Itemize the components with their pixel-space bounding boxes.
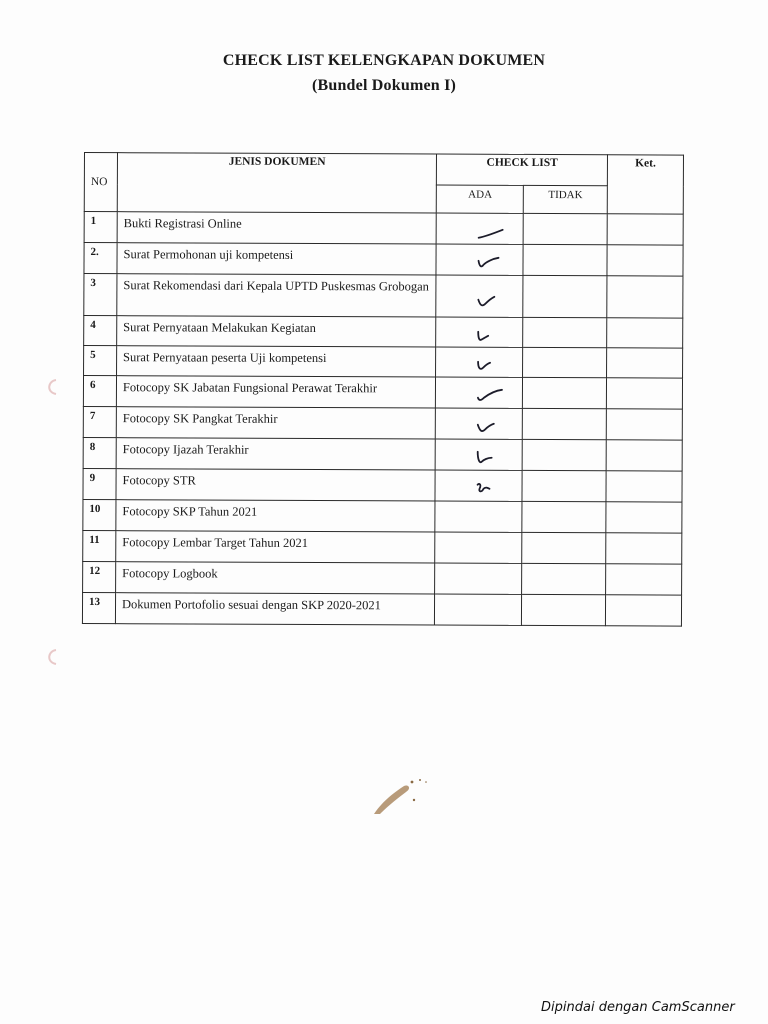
ket-cell — [606, 533, 682, 564]
table-row — [83, 499, 682, 533]
document-name: Fotocopy Ijazah Terakhir — [116, 438, 436, 470]
ket-cell — [606, 564, 682, 595]
row-number: 12 — [83, 561, 116, 592]
table-row — [84, 346, 683, 379]
punch-hole-mark — [44, 648, 58, 666]
row-number: 3 — [84, 274, 117, 316]
tidak-cell — [523, 244, 607, 275]
document-name: Bukti Registrasi Online — [117, 212, 437, 244]
ket-cell — [606, 502, 682, 533]
document-name: Dokumen Portofolio sesuai dengan SKP 2020-2021 — [115, 593, 435, 625]
ada-cell — [435, 532, 522, 563]
handwritten-check-icon — [471, 284, 531, 318]
ket-cell — [606, 471, 682, 502]
ada-cell — [436, 275, 523, 317]
table-row — [84, 274, 683, 319]
table-row — [83, 376, 682, 410]
row-number: 8 — [83, 437, 116, 468]
tidak-cell — [523, 275, 607, 317]
ket-cell — [606, 378, 682, 409]
tidak-cell — [522, 408, 606, 439]
coffee-stain — [368, 776, 428, 820]
row-number: 1 — [84, 212, 117, 243]
ada-cell — [436, 244, 523, 275]
table-row — [84, 212, 683, 246]
row-number: 10 — [83, 499, 116, 530]
table-row — [83, 468, 682, 502]
row-number: 2. — [84, 243, 117, 274]
tidak-cell — [522, 470, 606, 501]
checklist-table — [82, 152, 684, 627]
ada-cell — [436, 347, 523, 377]
ada-cell — [436, 408, 523, 439]
ada-cell — [435, 594, 522, 625]
ket-cell — [607, 214, 683, 245]
document-name: Surat Pernyataan Melakukan Kegiatan — [117, 316, 437, 347]
scanner-watermark: Dipindai dengan CamScanner — [541, 1000, 735, 1015]
ket-cell — [606, 409, 682, 440]
document-name: Fotocopy SKP Tahun 2021 — [116, 500, 436, 532]
header-ket: Ket. — [607, 155, 683, 214]
row-number: 9 — [83, 468, 116, 499]
ket-cell — [607, 318, 683, 348]
ada-cell — [435, 501, 522, 532]
tidak-cell — [523, 317, 607, 347]
ada-cell — [435, 439, 522, 470]
ada-cell — [436, 213, 523, 244]
table-row — [83, 561, 682, 595]
row-number: 5 — [84, 346, 117, 376]
tidak-cell — [522, 439, 606, 470]
row-number: 7 — [83, 406, 116, 437]
tidak-cell — [523, 213, 607, 244]
row-number: 13 — [82, 592, 115, 623]
table-row — [84, 243, 683, 277]
ket-cell — [607, 276, 683, 318]
tidak-cell — [522, 563, 606, 594]
header-jenis-dokumen: JENIS DOKUMEN — [117, 153, 437, 213]
table-row — [83, 406, 682, 440]
header-no: NO — [84, 153, 117, 212]
row-number: 11 — [83, 530, 116, 561]
table-row — [82, 592, 681, 626]
ket-cell — [606, 440, 682, 471]
ket-cell — [607, 245, 683, 276]
punch-hole-mark — [44, 378, 58, 396]
document-subtitle: (Bundel Dokumen I) — [311, 77, 457, 94]
tidak-cell — [523, 377, 607, 408]
checklist-body — [82, 212, 683, 627]
ket-cell — [606, 595, 682, 626]
header-ada: ADA — [437, 185, 524, 213]
ket-cell — [607, 348, 683, 378]
document-name: Fotocopy STR — [116, 469, 436, 501]
row-number: 4 — [84, 316, 117, 346]
document-name: Surat Rekomendasi dari Kepala UPTD Puskesmas Grobogan — [117, 274, 437, 317]
row-number: 6 — [83, 376, 116, 407]
table-row — [83, 437, 682, 471]
table-row — [84, 316, 683, 349]
ada-cell — [436, 317, 523, 347]
tidak-cell — [522, 501, 606, 532]
document-name: Fotocopy SK Jabatan Fungsional Perawat Terakhir — [116, 376, 436, 408]
table-row — [83, 530, 682, 564]
document-name: Fotocopy Logbook — [116, 562, 436, 594]
ada-cell — [436, 377, 523, 408]
document-name: Fotocopy SK Pangkat Terakhir — [116, 407, 436, 439]
ada-cell — [435, 470, 522, 501]
tidak-cell — [523, 347, 607, 377]
tidak-cell — [522, 532, 606, 563]
document-name: Fotocopy Lembar Target Tahun 2021 — [116, 531, 436, 563]
header-check-list: CHECK LIST — [437, 154, 608, 186]
header-tidak: TIDAK — [523, 185, 607, 213]
ada-cell — [435, 563, 522, 594]
tidak-cell — [522, 594, 606, 625]
document-name: Surat Permohonan uji kompetensi — [117, 243, 437, 275]
document-title: CHECK LIST KELENGKAPAN DOKUMEN — [222, 52, 546, 69]
document-name: Surat Pernyataan peserta Uji kompetensi — [116, 346, 436, 377]
